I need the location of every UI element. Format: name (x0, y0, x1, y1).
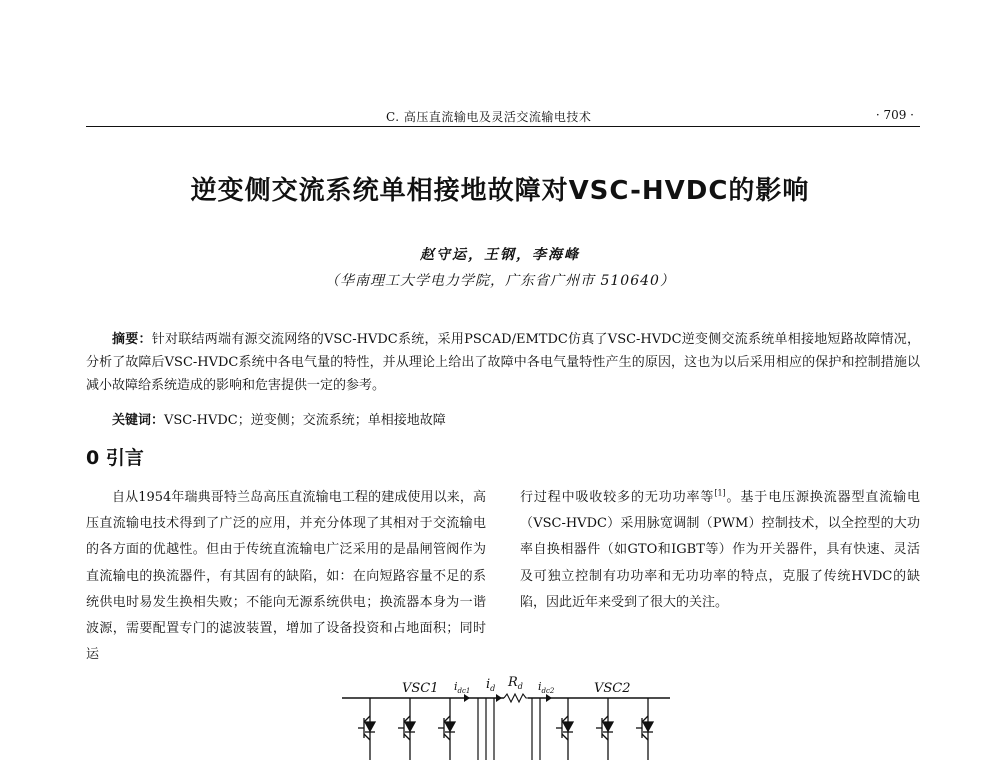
label-id: $i_d$ (486, 677, 496, 693)
label-idc2: $i_{dc2}$ (538, 680, 555, 695)
running-header (86, 106, 920, 128)
keywords (86, 409, 920, 432)
vsc2-switch-1 (556, 698, 573, 760)
section-heading-introduction: 0 引言 (86, 447, 144, 469)
header-rule (86, 126, 920, 127)
body-column-left: 自从1954年瑞典哥特兰岛高压直流输电工程的建成使用以来，高压直流输电技术得到了广泛的应用，并充分体现了其相对于交流输电的各方面的优越性。但由于传统直流输电广泛采用的是晶闸管阀作为直流输电的换流器件，有其固有的缺陷，如：在向短路容量不足的系统供电时易发生换相失败；不能向无源系统供电；换流器本身为一谐波源，需要配置专门的滤波装置，增加了设备投资和占地面积；同时运 (86, 490, 486, 663)
current-arrow-idc1 (464, 694, 470, 702)
current-arrow-id (496, 694, 502, 702)
vsc2-switch-2 (596, 698, 613, 760)
abstract-text: 针对联结两端有源交流网络的VSC-HVDC系统，采用PSCAD/EMTDC仿真了VSC-HVDC逆变侧交流系统单相接地短路故障情况，分析了故障后VSC-HVDC系统中各电气量的特性，并从理论上给出了故障中各电气量特性产生的原因，这也为以后采用相应的保护和控制措施以减小故障给系统造成的影响和危害提供一定的参考。 (86, 332, 920, 393)
label-vsc2: VSC2 (594, 681, 631, 696)
vsc2-switch-3 (636, 698, 653, 760)
keywords-text: VSC-HVDC；逆变侧；交流系统；单相接地故障 (164, 413, 446, 428)
paper-authors: 赵守运，王钢，李海峰 (420, 247, 580, 263)
paper-title: 逆变侧交流系统单相接地故障对VSC-HVDC的影响 (190, 176, 810, 206)
citation-ref[interactable]: [1] (714, 488, 726, 498)
abstract (86, 328, 920, 397)
vsc1-switch-1 (358, 698, 375, 760)
resistor-rd (504, 694, 528, 702)
body-right-text-2: 。基于电压源换流器型直流输电（VSC-HVDC）采用脉宽调制（PWM）控制技术，以全控型的大功率自换相器件（如GTO和IGBT等）作为开关器件，具有快速、灵活及可独立控制有功功率和无功功率的特点，克服了传统HVDC的缺陷，因此近年来受到了很大的关注。 (520, 490, 920, 610)
paper-affiliation: （华南理工大学电力学院，广东省广州市 510640） (325, 273, 675, 289)
running-header-section: C. 高压直流输电及灵活交流输电技术 (386, 110, 592, 124)
body-right-text-1: 行过程中吸收较多的无功功率等 (520, 490, 715, 505)
vsc1-switch-3 (438, 698, 455, 760)
label-rd: $R_d$ (508, 676, 523, 691)
vsc-hvdc-circuit-figure (336, 676, 676, 760)
page-number: · 709 · (875, 108, 914, 122)
current-arrow-idc2 (546, 694, 552, 702)
label-idc1: $i_{dc1}$ (454, 680, 471, 695)
abstract-label: 摘要： (112, 332, 152, 347)
label-vsc1: VSC1 (402, 681, 439, 696)
body-column-right (520, 485, 920, 616)
vsc1-switch-2 (398, 698, 415, 760)
keywords-label: 关键词： (112, 413, 165, 428)
